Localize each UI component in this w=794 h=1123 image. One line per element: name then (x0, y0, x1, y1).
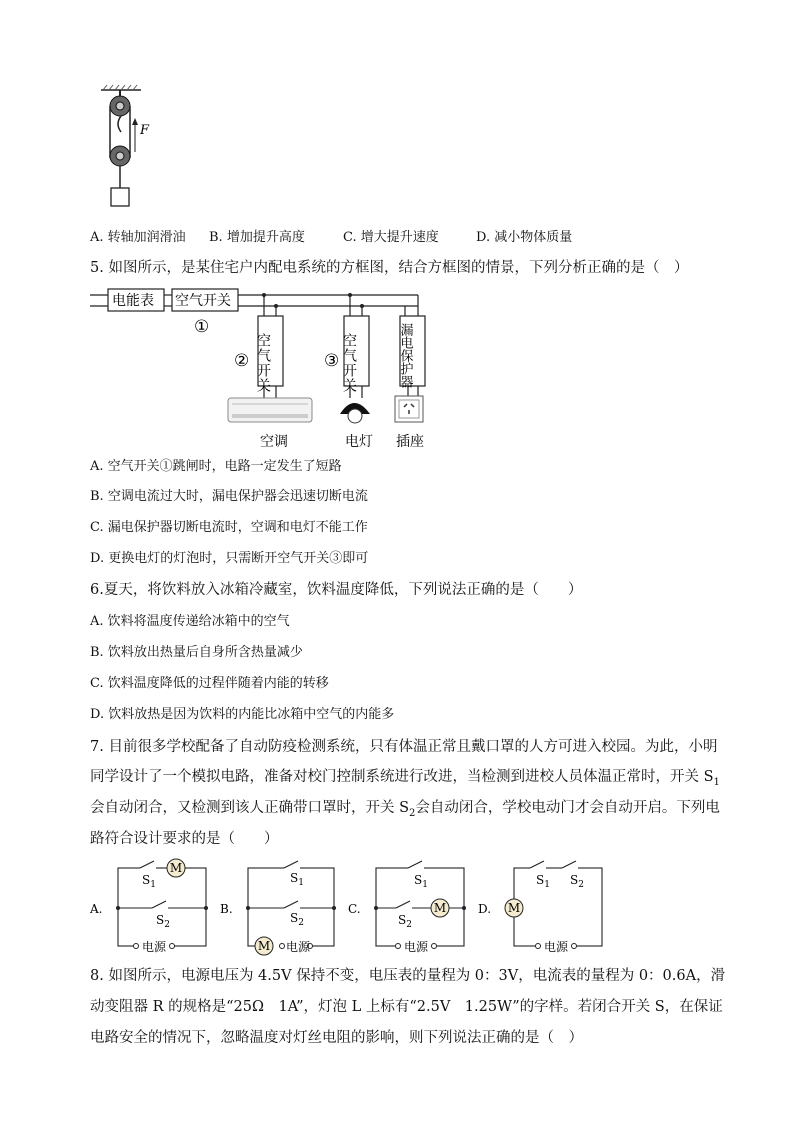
ac-icon (228, 398, 312, 422)
source-label-d: 电源 (544, 940, 569, 954)
switch-label: $S_1$ (414, 873, 428, 890)
switch-label: $S_2$ (290, 911, 304, 928)
lamp-icon (340, 403, 370, 423)
force-label: F (140, 123, 150, 138)
ac-label: 空调 (260, 434, 288, 450)
q6-option-a: A. 饮料将温度传递给冰箱中的空气 (90, 614, 290, 629)
circuit-label-b: B. (220, 902, 233, 916)
motor-d: M (507, 901, 521, 915)
q6-stem: 6.夏天，将饮料放入冰箱冷藏室，饮料温度降低，下列说法正确的是（ ） (90, 582, 583, 598)
motor-c: M (433, 901, 447, 915)
q4-option-b: B. 增加提升高度 (209, 230, 305, 245)
switch-label: $S_2$ (570, 873, 584, 890)
meter-label: 电能表 (112, 293, 154, 309)
socket-icon (395, 396, 423, 422)
lamp-label: 电灯 (345, 434, 373, 450)
switch-label: $S_1$ (142, 873, 156, 890)
circle-num-3: ③ (324, 351, 340, 371)
branch-breaker-1-label: 空气开关 (255, 333, 271, 393)
q7-line-2: 同学设计了一个模拟电路，准备对校门控制系统进行改进，当检测到进校人员体温正常时，开关 $S_1$ (90, 769, 720, 788)
q4-option-a: A. 转轴加润滑油 (90, 230, 186, 245)
q7-line-4: 路符合设计要求的是（ ） (90, 831, 279, 847)
q6-option-d: D. 饮料放热是因为饮料的内能比冰箱中空气的内能多 (90, 707, 395, 722)
source-label-b: 电源 (286, 940, 311, 954)
q5-option-c: C. 漏电保护器切断电流时，空调和电灯不能工作 (90, 520, 368, 535)
switch-label: $S_2$ (398, 913, 412, 930)
pulley-figure (95, 84, 175, 216)
socket-label: 插座 (396, 434, 424, 450)
distribution-diagram (88, 286, 448, 452)
source-label-c: 电源 (404, 940, 429, 954)
q8-line-3: 电路安全的情况下，忽略温度对灯丝电阻的影响，则下列说法正确的是（ ） (90, 1030, 583, 1046)
q5-option-b: B. 空调电流过大时，漏电保护器会迅速切断电流 (90, 489, 368, 504)
circuit-label-d: D. (478, 902, 492, 916)
motor-b: M (257, 939, 271, 953)
circuit-label-a: A. (90, 902, 103, 916)
q8-line-1: 8. 如图所示，电源电压为 4.5V 保持不变，电压表的量程为 0：3V，电流表的量程为 0：0.6A，滑 (90, 968, 726, 984)
q5-option-a: A. 空气开关①跳闸时，电路一定发生了短路 (90, 459, 342, 474)
circle-num-2: ② (234, 351, 250, 371)
q5-stem: 5. 如图所示，是某住宅户内配电系统的方框图，结合方框图的情景，下列分析正确的是（ ） (90, 260, 689, 276)
switch-label: $S_1$ (536, 873, 550, 890)
switch-label: $S_1$ (290, 871, 304, 888)
q7-line-3: 会自动闭合，又检测到该人正确带口罩时，开关 $S_2$会自动闭合，学校电动门才会自动开启。下列电 (90, 800, 720, 819)
branch-breaker-2-label: 空气开关 (341, 333, 357, 393)
q7-line-1: 7. 目前很多学校配备了自动防疫检测系统，只有体温正常且戴口罩的人方可进入校园。为此，小明 (90, 739, 718, 755)
q4-option-d: D. 减小物体质量 (476, 230, 573, 245)
q8-line-2: 动变阻器 R 的规格是“25Ω 1A”，灯泡 L 上标有“2.5V 1.25W”的字样。若闭合开关 S，在保证 (90, 999, 723, 1015)
source-label-a: 电源 (142, 940, 167, 954)
main-breaker-label: 空气开关 (175, 293, 231, 309)
circuit-label-c: C. (348, 902, 361, 916)
switch-label: $S_2$ (156, 913, 170, 930)
motor-a: M (169, 861, 183, 875)
circle-num-1: ① (194, 317, 210, 337)
q4-option-c: C. 增大提升速度 (343, 230, 439, 245)
q6-option-c: C. 饮料温度降低的过程伴随着内能的转移 (90, 676, 329, 691)
q7-circuits (86, 856, 616, 960)
leak-protector-label: 漏电保护器 (397, 323, 413, 388)
q6-option-b: B. 饮料放出热量后自身所含热量减少 (90, 645, 303, 660)
q5-option-d: D. 更换电灯的灯泡时，只需断开空气开关③即可 (90, 551, 369, 566)
